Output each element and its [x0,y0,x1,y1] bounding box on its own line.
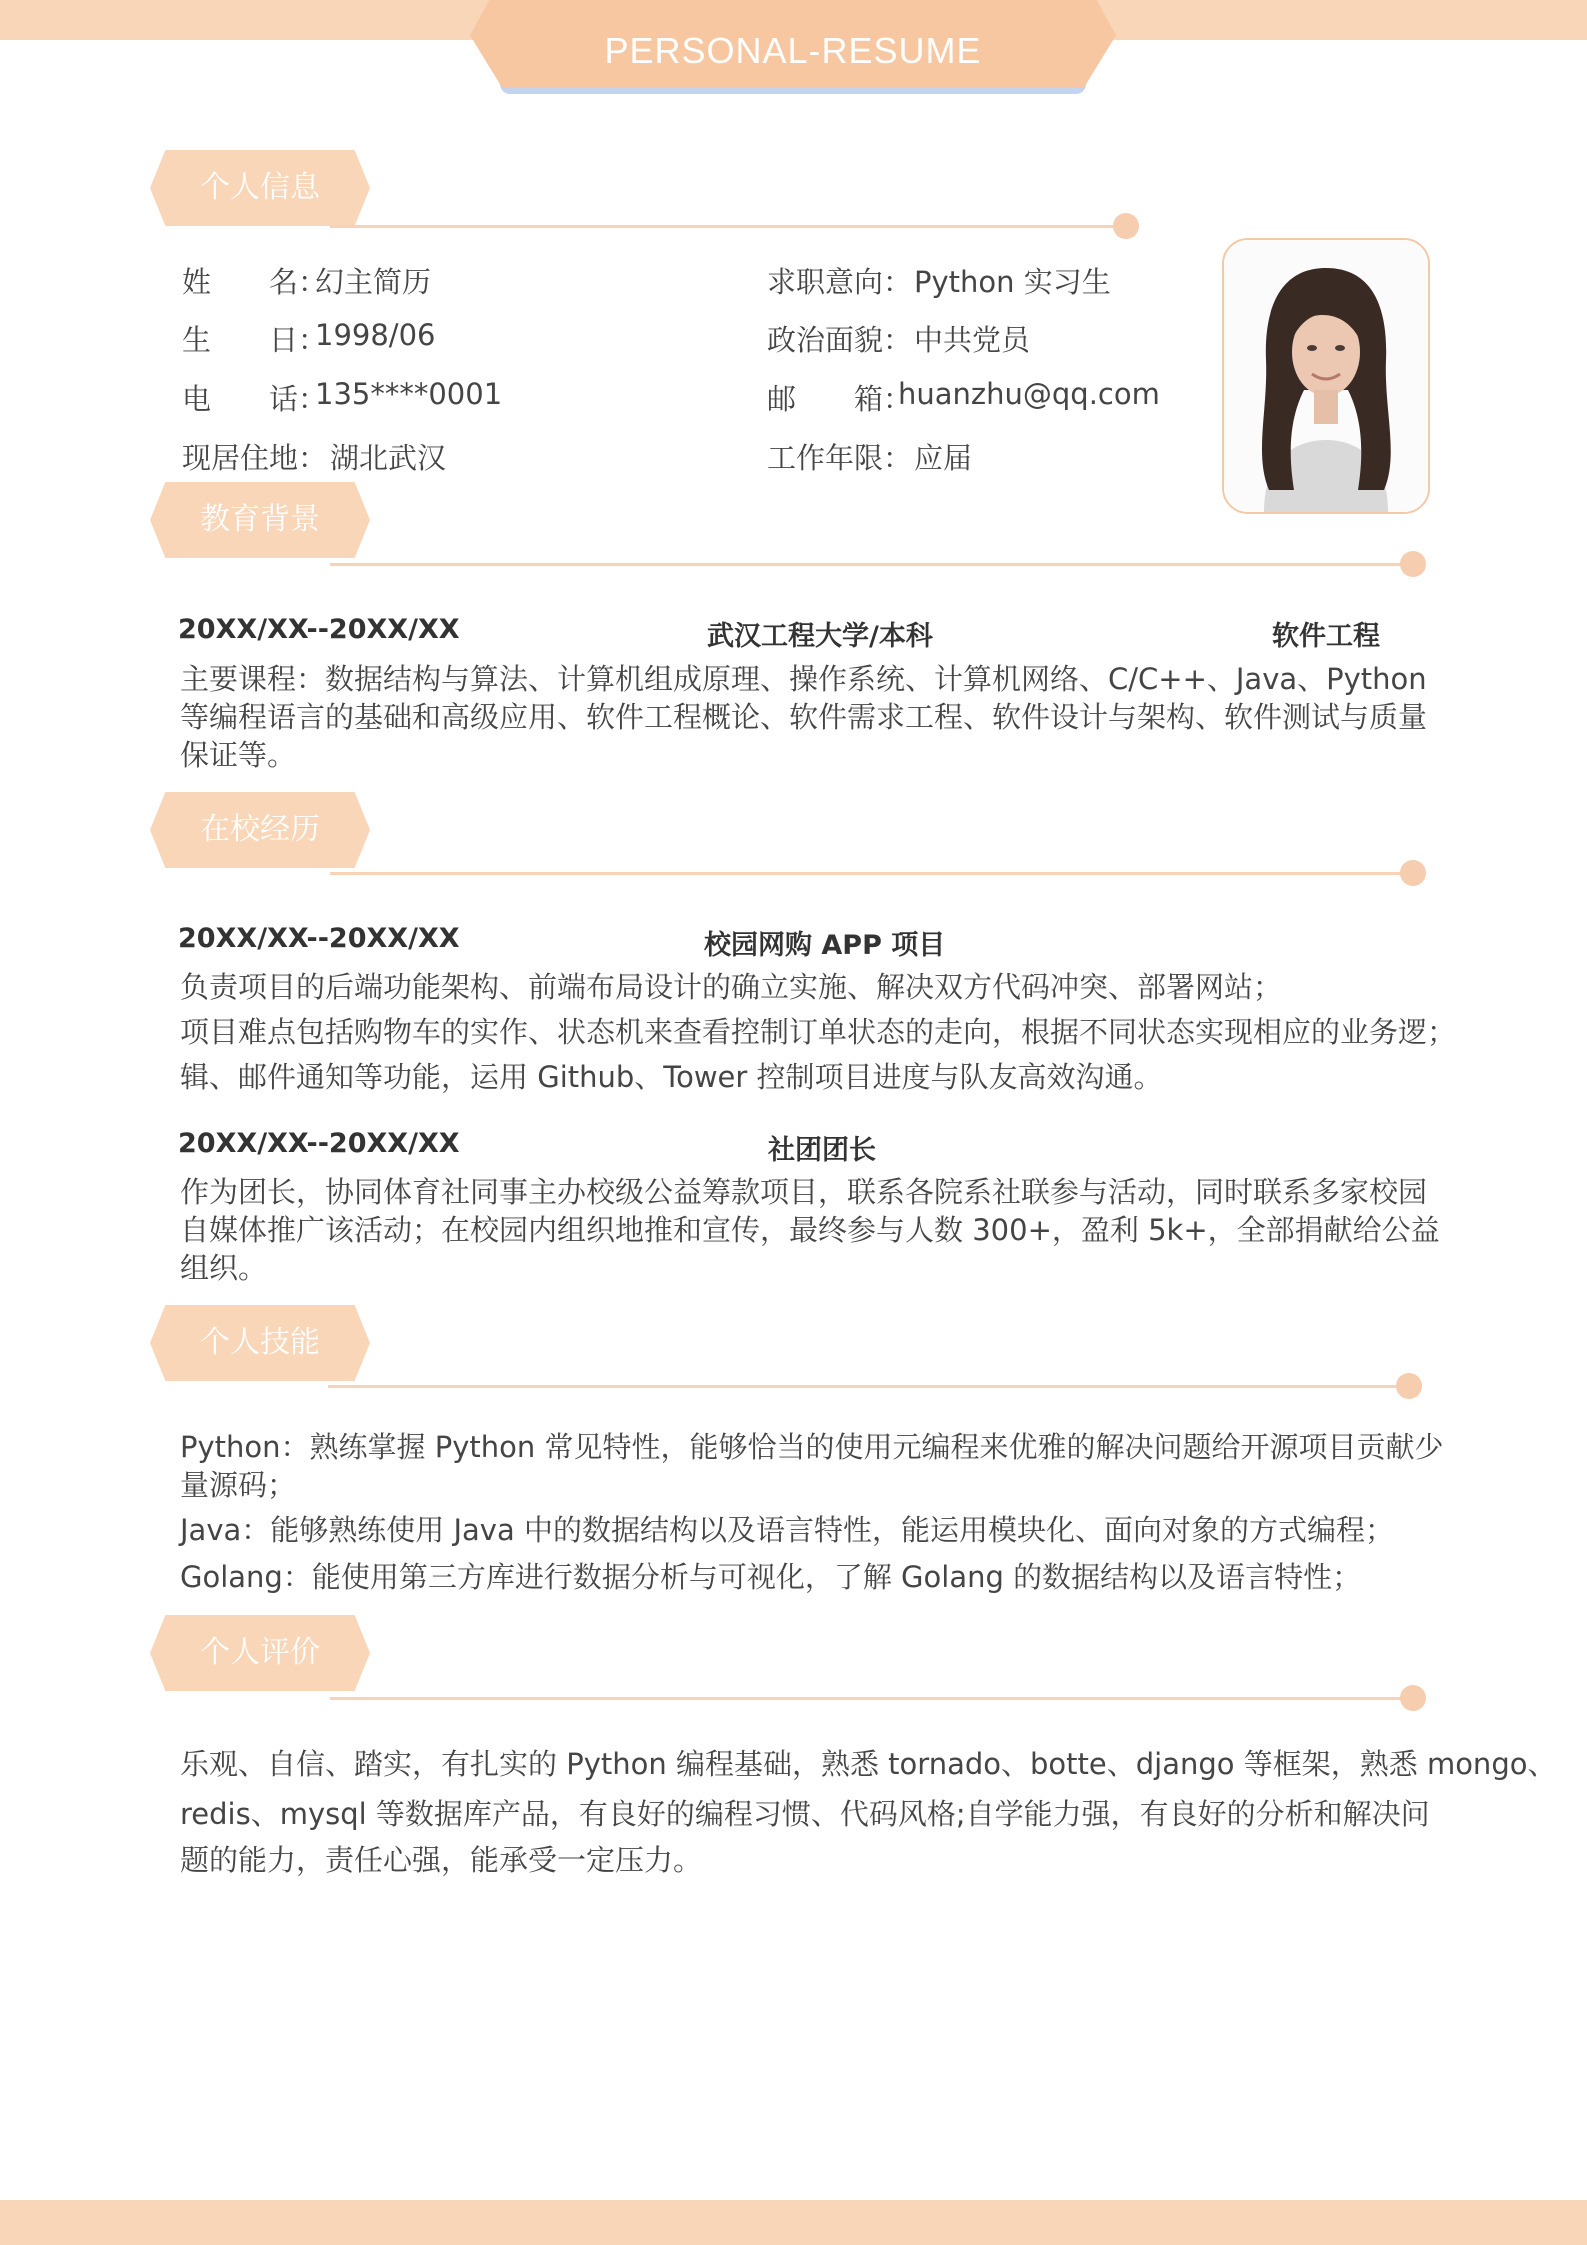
campus-item-line: 组织。 [180,1251,268,1285]
evaluation-line: 乐观、自信、踏实，有扎实的 Python 编程基础，熟悉 tornado、botte、django 等框架，熟悉 mongo、 [180,1747,1557,1781]
years-value: 应届 [914,441,973,475]
section-line-info [330,225,1130,228]
years-label: 工作年限： [767,441,913,475]
campus-item-line: 项目难点包括购物车的实作、状态机来查看控制订单状态的走向，根据不同状态实现相应的业务逻； [180,1015,1457,1049]
email-label: 邮 箱： [767,382,913,416]
education-course-line: 保证等。 [180,738,297,772]
section-line-education [330,563,1412,566]
campus-item-date: 20XX/XX--20XX/XX [178,1128,460,1159]
profile-photo [1222,238,1430,514]
section-title-skills: 个人技能 [200,1325,320,1360]
politics-value: 中共党员 [914,323,1031,357]
section-dot-evaluation [1400,1685,1426,1711]
education-school: 武汉工程大学/本科 [707,621,933,652]
bottom-strip [0,2200,1587,2245]
section-title-campus: 在校经历 [200,812,320,847]
skill-line: Python：熟练掌握 Python 常见特性，能够恰当的使用元编程来优雅的解决问题给开源项目贡献少 [180,1430,1444,1464]
politics-label: 政治面貌： [767,323,913,357]
education-course-line: 主要课程：数据结构与算法、计算机组成原理、操作系统、计算机网络、C/C++、Java、Python [180,662,1427,696]
portrait-icon [1224,240,1428,512]
education-course-line: 等编程语言的基础和高级应用、软件工程概论、软件需求工程、软件设计与架构、软件测试与质量 [180,700,1428,734]
objective-value: Python 实习生 [914,265,1111,299]
campus-item-line: 负责项目的后端功能架构、前端布局设计的确立实施、解决双方代码冲突、部署网站； [180,970,1283,1004]
section-line-evaluation [330,1697,1412,1700]
address-label: 现居住地： [182,441,328,475]
section-line-skills [328,1385,1408,1388]
section-line-campus [330,872,1412,875]
campus-item-line: 自媒体推广该活动；在校园内组织地推和宣传，最终参与人数 300+，盈利 5k+，全部捐献给公益 [180,1213,1440,1247]
campus-item-title: 校园网购 APP 项目 [704,930,946,961]
birth-value: 1998/06 [315,318,436,352]
section-dot-education [1400,551,1426,577]
name-label: 姓 名： [182,265,328,299]
campus-item-line: 辑、邮件通知等功能，运用 Github、Tower 控制项目进度与队友高效沟通。 [180,1060,1163,1094]
objective-label: 求职意向： [767,265,913,299]
section-title-info: 个人信息 [200,170,320,205]
education-date: 20XX/XX--20XX/XX [178,614,460,645]
section-dot-campus [1400,860,1426,886]
skill-line: 量源码； [180,1468,297,1502]
section-dot-skills [1396,1373,1422,1399]
name-value: 幻主简历 [315,265,432,299]
skill-line: Golang：能使用第三方库进行数据分析与可视化，了解 Golang 的数据结构以及语言特性； [180,1560,1362,1594]
campus-item-title: 社团团长 [768,1135,876,1166]
phone-label: 电 话： [182,382,328,416]
email-value: huanzhu@qq.com [898,377,1160,411]
campus-item-date: 20XX/XX--20XX/XX [178,923,460,954]
section-title-education: 教育背景 [200,502,320,537]
section-title-evaluation: 个人评价 [200,1635,320,1670]
section-dot-info [1113,213,1139,239]
address-value: 湖北武汉 [330,441,447,475]
education-major: 软件工程 [1272,621,1380,652]
phone-value: 135****0001 [315,377,503,411]
skill-line: Java：能够熟练使用 Java 中的数据结构以及语言特性，能运用模块化、面向对象的方式编程； [180,1513,1394,1547]
evaluation-line: 题的能力，责任心强，能承受一定压力。 [180,1843,703,1877]
page-title: PERSONAL-RESUME [604,30,982,71]
campus-item-line: 作为团长，协同体育社同事主办校级公益筹款项目，联系各院系社联参与活动，同时联系多家校园 [180,1175,1428,1209]
birth-label: 生 日： [182,323,328,357]
evaluation-line: redis、mysql 等数据库产品，有良好的编程习惯、代码风格;自学能力强，有良好的分析和解决问 [180,1797,1430,1831]
